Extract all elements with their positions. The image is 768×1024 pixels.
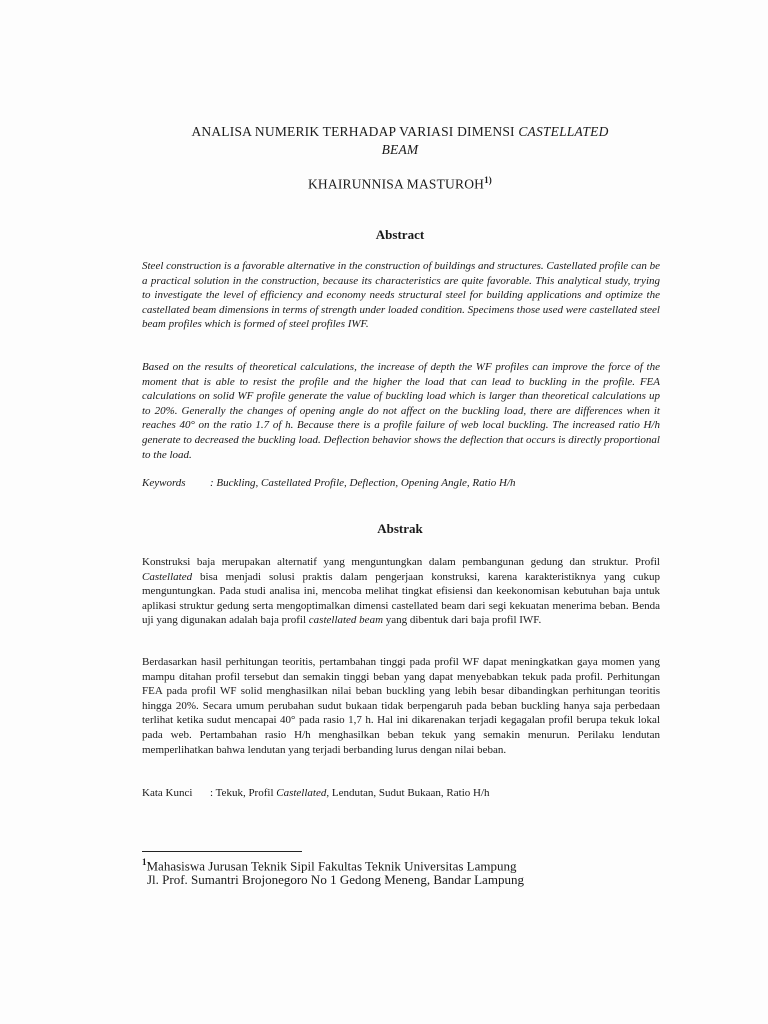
abstrak-p1-text-e: yang dibentuk dari baja profil IWF. xyxy=(383,614,542,627)
footnote-marker: 1 xyxy=(142,857,147,867)
keywords-text: : Buckling, Castellated Profile, Deflection, Opening Angle, Ratio H/h xyxy=(210,477,516,489)
footnote-line-2: Jl. Prof. Sumantri Brojonegoro No 1 Gedong Meneng, Bandar Lampung xyxy=(147,872,524,887)
keywords-line xyxy=(142,476,660,491)
abstrak-p1-text-c: bisa menjadi solusi praktis dalam pengerjaan konstruksi, karena karakteristiknya yang cukup menguntungkan. Pada studi analisa ini, mencoba melihat tingkat efisiensi dan keekonomisan kebutuhan baja untuk aplikasi struktur gedung serta mengoptimalkan dimensi castellated beam dari segi kekuatan menerima beban. Benda uji yang digunakan adalah baja profil xyxy=(142,570,660,627)
title-text: ANALISA NUMERIK TERHADAP VARIASI DIMENSI xyxy=(191,124,519,139)
author-text: KHAIRUNNISA MASTUROH xyxy=(307,176,485,192)
abstrak-p1-italic-b: Castellated xyxy=(142,570,193,583)
kata-kunci-label: Kata Kunci xyxy=(142,787,193,799)
author-name xyxy=(140,175,660,193)
kata-kunci-text-a: : Tekuk, Profil xyxy=(210,787,277,799)
kata-kunci-line xyxy=(142,786,660,801)
kata-kunci-text-c: , Lendutan, Sudut Bukaan, Ratio H/h xyxy=(326,787,490,799)
footnote-rule xyxy=(142,851,302,852)
paper-title xyxy=(140,123,660,159)
kata-kunci-italic-b: Castellated xyxy=(276,787,327,799)
abstrak-paragraph-1 xyxy=(142,555,660,628)
abstrak-p1-text-a: Konstruksi baja merupakan alternatif yang menguntungkan dalam pembangunan gedung dan struktur. Profil xyxy=(142,556,660,568)
footnote-affiliation: Mahasiswa Jurusan Teknik Sipil Fakultas Teknik Universitas Lampung xyxy=(146,858,517,874)
author-affiliation-marker: 1) xyxy=(484,175,493,185)
title-italic-text: CASTELLATED xyxy=(518,124,609,139)
abstract-heading: Abstract xyxy=(375,227,425,242)
abstrak-paragraph-2: Berdasarkan hasil perhitungan teoritis, pertambahan tinggi pada profil WF dapat meningkatkan gaya momen yang mampu ditahan profil tersebut dan semakin tinggi beban yang dapat menyebabkan tekuk pada profil. Perhitungan FEA pada profil WF solid menghasilkan nilai beban buckling yang lebih besar dibandingkan perhitungan teoritis hingga 20%. Secara umum perubahan sudut bukaan tidak berpengaruh pada beban buckling hanya saja perbedaan terlihat ketika sudut mencapai 40° pada rasio 1,7 h. Hal ini dikarenakan terjadi kegagalan profil berupa tekuk lokal pada web. Pertambahan rasio H/h menghasilkan beban tekuk yang semakin menurun. Perilaku lendutan memperlihatkan bahwa lendutan yang terjadi berbanding lurus dengan nilai beban. xyxy=(142,656,660,756)
title-italic-line2: BEAM xyxy=(381,142,419,157)
keywords-label: Keywords xyxy=(142,477,186,489)
abstrak-p1-italic-d: castellated beam xyxy=(308,614,384,627)
abstract-paragraph-2: Based on the results of theoretical calculations, the increase of depth the WF profiles can improve the force of the moment that is able to resist the profile and the higher the load that can lead to buckling in the profile. FEA calculations on solid WF profile generate the value of buckling load which is larger than theoretical calculations up to 20%. Generally the changes of opening angle do not affect on the buckling load, there are differences when it reaches 40° on the ratio 1.7 of h. Because there is a profile failure of web local buckling. The increased ratio H/h generate to decreased the buckling load. Deflection behavior shows the deflection that occurs is directly proportional to the load. xyxy=(142,361,660,461)
abstract-paragraph-1: Steel construction is a favorable alternative in the construction of buildings and structures. Castellated profile can be a practical solution in the construction, because its characteristics are quite favorable. This analytical study, trying to investigate the level of efficiency and economy needs structural steel for building applications and optimize the castellated beam dimensions in terms of strength under loaded condition. Specimens those used were castellated steel beam profiles which is formed of steel profiles IWF. xyxy=(142,260,660,331)
abstrak-heading: Abstrak xyxy=(377,521,423,536)
